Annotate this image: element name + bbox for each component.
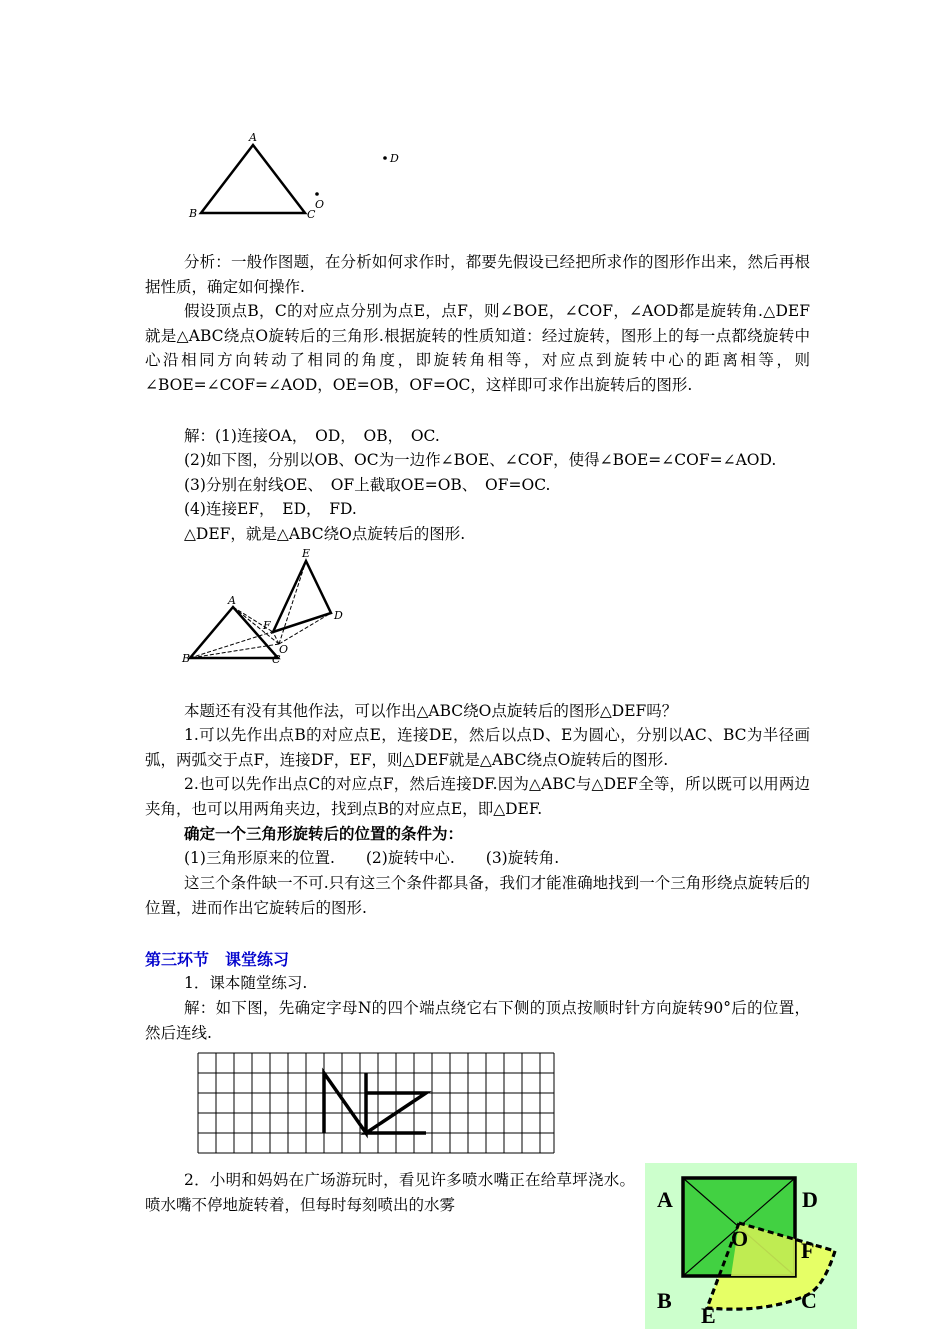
method-1: 1.可以先作出点B的对应点E，连接DE，然后以点D、E为圆心，分别以AC、BC为半径画弧，两弧交于点F，连接DF，EF，则△DEF就是△ABC绕点O旋转后的图形. [145,726,810,769]
solution-step-1: 解：(1)连接OA， OD， OB， OC. [184,427,440,445]
label-b: B [182,652,191,665]
triangle-abc [201,145,305,213]
grid [198,1053,554,1153]
point-o [315,192,319,196]
label-d: D [390,152,399,165]
label-f: F [263,619,271,632]
construction-lines [190,561,331,658]
label-o: O [279,643,289,656]
paragraph-assumption: 假设顶点B，C的对应点分别为点E，点F，则∠BOE，∠COF，∠AOD都是旋转角.△DEF就是△ABC绕点O旋转后的三角形.根据旋转的性质知道：经过旋转，图形上的每一点都绕旋转中心沿相同方向转动了相同的角度，即旋转角相等，对应点到旋转中心的距离相等，则∠BOE=∠COF=∠AOD，OE=OB，OF=OC，这样即可求作出旋转后的图形. [145,302,810,394]
solution-step-4: (4)连接EF， ED， FD. [184,500,357,518]
triangle-def [273,561,331,632]
exercise-1: 1．课本随堂练习. [184,974,308,992]
point-d [383,156,387,160]
label-d: D [334,609,343,622]
solution-step-5: △DEF，就是△ABC绕O点旋转后的图形. [184,525,466,543]
conditions-list: (1)三角形原来的位置. (2)旋转中心. (3)旋转角. [184,849,560,867]
exercise-1-solution: 解：如下图，先确定字母N的四个端点绕它右下侧的顶点按顺时针方向旋转90°后的位置，然后连线. [145,999,810,1042]
figure-rotation-construction [178,545,358,670]
exercise-2: 2．小明和妈妈在广场游玩时，看见许多喷水嘴正在给草坪浇水。 喷水嘴不停地旋转着，但每时每刻喷出的水雾 [145,1171,635,1214]
label-o: O [731,1226,749,1251]
conclusion: 这三个条件缺一不可.只有这三个条件都具备，我们才能准确地找到一个三角形绕点旋转后的位置，进而作出它旋转后的图形. [145,874,810,917]
label-c: C [307,208,316,221]
label-a: A [657,1187,673,1212]
method-2: 2.也可以先作出点C的对应点F，然后连接DF.因为△ABC与△DEF全等，所以既可以用两边夹角，也可以用两角夹边，找到点B的对应点E，即△DEF. [145,775,810,818]
conditions-title: 确定一个三角形旋转后的位置的条件为： [184,824,464,843]
label-f: F [801,1238,815,1263]
section-heading: 第三环节 课堂练习 [145,950,290,969]
label-e: E [701,1303,716,1328]
solution-step-2: (2)如下图，分别以OB、OC为一边作∠BOE、∠COF，使得∠BOE=∠COF=∠AOD. [184,451,777,469]
label-e: E [302,547,311,560]
label-b: B [657,1288,672,1313]
question-other-methods: 本题还有没有其他作法，可以作出△ABC绕O点旋转后的图形△DEF吗？ [184,702,678,720]
label-d: D [802,1187,818,1212]
paragraph-analysis: 分析：一般作图题，在分析如何求作时，都要先假设已经把所求作的图形作出来，然后再根据性质，确定如何操作. [145,253,810,296]
label-b: B [189,207,198,220]
figure-grid-letter-n [196,1050,556,1158]
figure-sprinkler-square [645,1163,857,1329]
figure-triangle-abc [180,128,420,228]
solution-step-3: (3)分别在射线OE、 OF上截取OE=OB、 OF=OC. [184,476,551,494]
label-a: A [228,594,236,607]
label-o: O [315,198,325,211]
label-c: C [801,1288,817,1313]
label-c: C [272,653,281,666]
label-a: A [249,131,257,144]
